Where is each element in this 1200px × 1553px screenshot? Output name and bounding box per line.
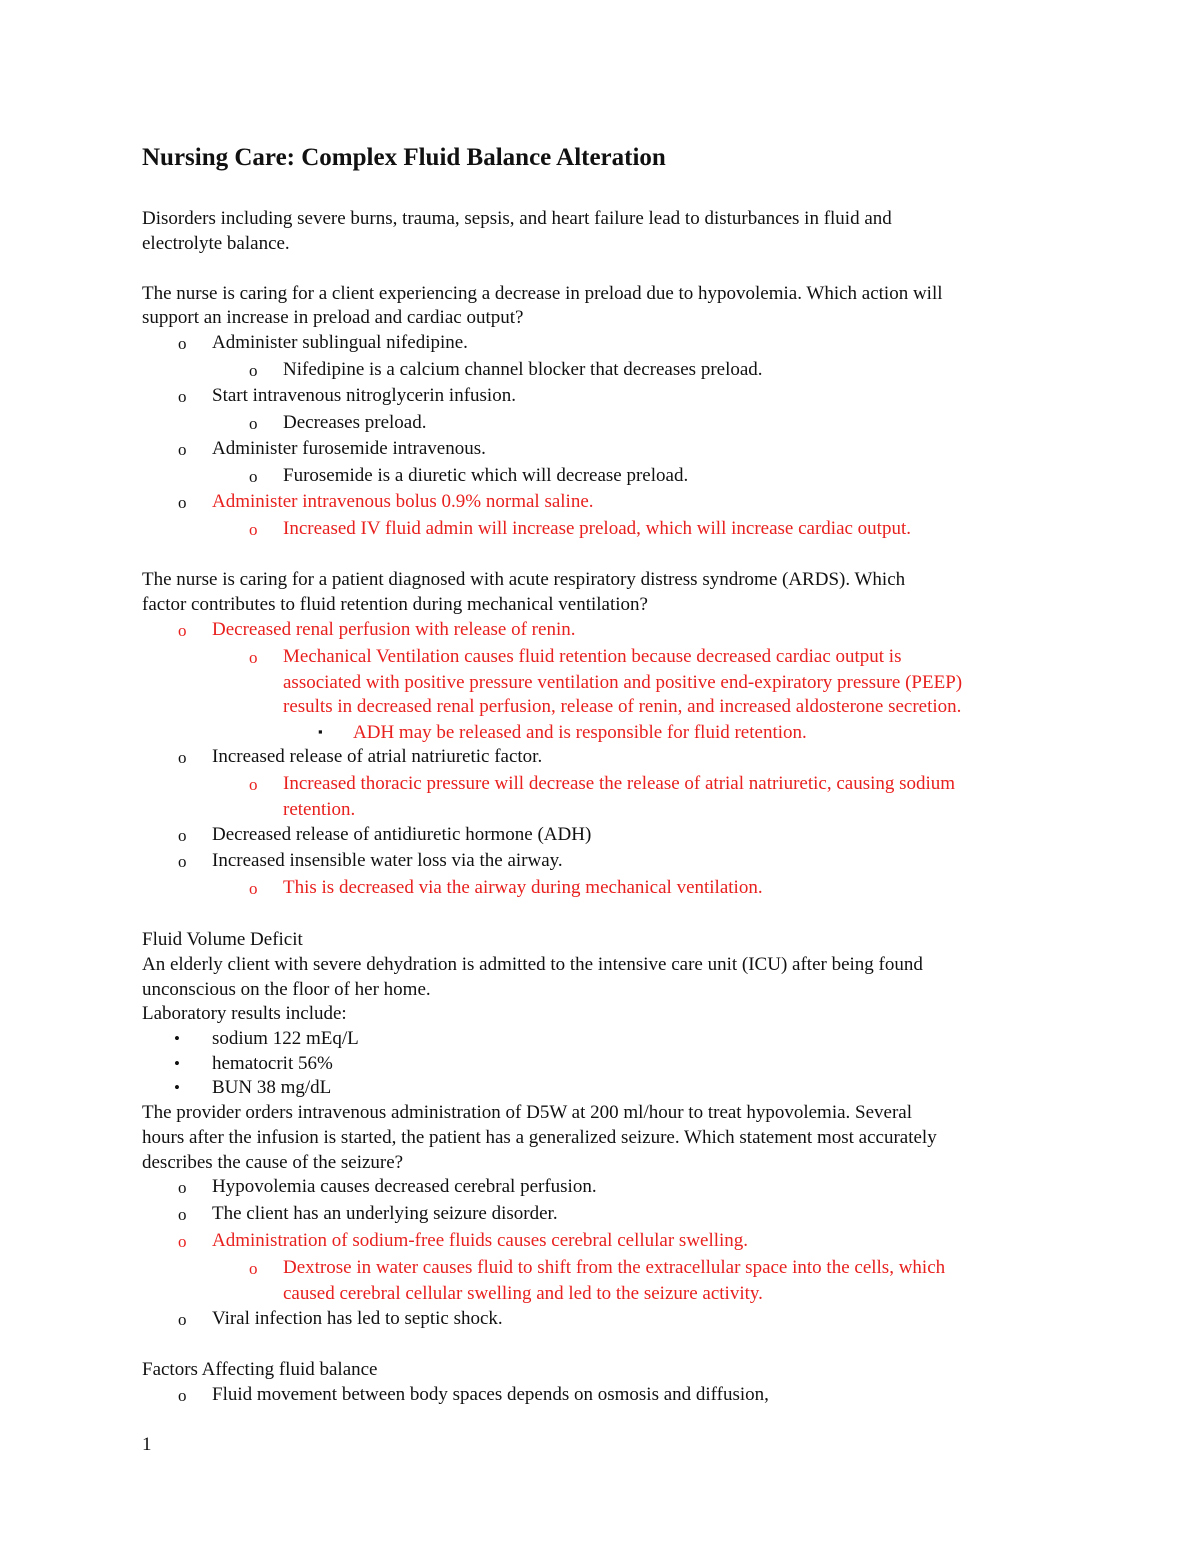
circle-bullet-icon: o xyxy=(249,1259,258,1278)
q1-stem-line-2: support an increase in preload and cardiac output? xyxy=(142,307,524,328)
q1-option-3-rationale: Furosemide is a diuretic which will decrease preload. xyxy=(283,465,689,486)
circle-bullet-icon: o xyxy=(178,493,187,512)
circle-bullet-icon: o xyxy=(249,361,258,380)
q2-option-2-rationale-line-1: Increased thoracic pressure will decrease the release of atrial natriuretic, causing sodium xyxy=(283,773,956,794)
q1-option-2-rationale: Decreases preload. xyxy=(283,412,427,433)
q2-option-1-rationale-line-1: Mechanical Ventilation causes fluid retention because decreased cardiac output is xyxy=(283,646,902,667)
q2-option-1-rationale-line-3: results in decreased renal perfusion, release of renin, and increased aldosterone secretion. xyxy=(283,696,962,717)
circle-bullet-icon: o xyxy=(178,1178,187,1197)
q1-option-4-rationale: Increased IV fluid admin will increase preload, which will increase cardiac output. xyxy=(283,518,911,539)
circle-bullet-icon: o xyxy=(178,1310,187,1329)
intro-line-1: Disorders including severe burns, trauma, sepsis, and heart failure lead to disturbances in fluid and xyxy=(142,208,892,229)
circle-bullet-icon: o xyxy=(178,1205,187,1224)
document-title: Nursing Care: Complex Fluid Balance Alteration xyxy=(142,144,666,171)
q2-option-2: Increased release of atrial natriuretic factor. xyxy=(212,746,543,767)
q3-stem-line-3: describes the cause of the seizure? xyxy=(142,1152,404,1173)
q3-option-3-correct: Administration of sodium-free fluids causes cerebral cellular swelling. xyxy=(212,1230,749,1251)
circle-bullet-icon: o xyxy=(178,334,187,353)
q1-stem-line-1: The nurse is caring for a client experiencing a decrease in preload due to hypovolemia. Which action will xyxy=(142,283,943,304)
q1-option-1: Administer sublingual nifedipine. xyxy=(212,332,468,353)
q3-case-line-1: An elderly client with severe dehydration is admitted to the intensive care unit (ICU) after being found xyxy=(142,954,923,975)
circle-bullet-icon: o xyxy=(249,879,258,898)
bullet-icon: • xyxy=(174,1029,180,1048)
q1-option-1-rationale: Nifedipine is a calcium channel blocker that decreases preload. xyxy=(283,359,763,380)
circle-bullet-icon: o xyxy=(178,440,187,459)
q1-option-3: Administer furosemide intravenous. xyxy=(212,438,486,459)
q3-stem-line-2: hours after the infusion is started, the patient has a generalized seizure. Which statement most accurately xyxy=(142,1127,937,1148)
bullet-icon: • xyxy=(174,1078,180,1097)
q3-lab-1: sodium 122 mEq/L xyxy=(212,1028,359,1049)
q3-option-3-rationale-line-1: Dextrose in water causes fluid to shift from the extracellular space into the cells, which xyxy=(283,1257,946,1278)
circle-bullet-icon: o xyxy=(249,648,258,667)
q2-option-1-correct: Decreased renal perfusion with release of renin. xyxy=(212,619,576,640)
circle-bullet-icon: o xyxy=(178,852,187,871)
circle-bullet-icon: o xyxy=(178,826,187,845)
q2-option-4: Increased insensible water loss via the airway. xyxy=(212,850,563,871)
q2-stem-line-1: The nurse is caring for a patient diagnosed with acute respiratory distress syndrome (ARDS). Which xyxy=(142,569,906,590)
square-bullet-icon: ▪ xyxy=(318,724,323,739)
q3-option-4: Viral infection has led to septic shock. xyxy=(212,1308,503,1329)
q3-option-2: The client has an underlying seizure disorder. xyxy=(212,1203,558,1224)
circle-bullet-icon: o xyxy=(178,748,187,767)
bullet-icon: • xyxy=(174,1054,180,1073)
circle-bullet-icon: o xyxy=(249,414,258,433)
q2-option-1-rationale-line-2: associated with positive pressure ventilation and positive end-expiratory pressure (PEEP) xyxy=(283,672,963,693)
q2-option-1-subnote: ADH may be released and is responsible for fluid retention. xyxy=(353,722,807,743)
circle-bullet-icon: o xyxy=(249,467,258,486)
q3-stem-line-1: The provider orders intravenous administration of D5W at 200 ml/hour to treat hypovolemia. Several xyxy=(142,1102,913,1123)
q3-option-1: Hypovolemia causes decreased cerebral perfusion. xyxy=(212,1176,597,1197)
q1-option-2: Start intravenous nitroglycerin infusion. xyxy=(212,385,516,406)
q2-option-4-rationale: This is decreased via the airway during mechanical ventilation. xyxy=(283,877,763,898)
section4-item-1: Fluid movement between body spaces depends on osmosis and diffusion, xyxy=(212,1384,769,1405)
intro-line-2: electrolyte balance. xyxy=(142,233,290,254)
circle-bullet-icon: o xyxy=(178,1232,187,1251)
q3-heading: Fluid Volume Deficit xyxy=(142,929,303,950)
q1-option-4-correct: Administer intravenous bolus 0.9% normal saline. xyxy=(212,491,594,512)
section4-heading: Factors Affecting fluid balance xyxy=(142,1359,378,1380)
q3-labs-label: Laboratory results include: xyxy=(142,1003,347,1024)
q3-case-line-2: unconscious on the floor of her home. xyxy=(142,979,431,1000)
page-number: 1 xyxy=(142,1434,152,1455)
circle-bullet-icon: o xyxy=(178,1386,187,1405)
q3-lab-3: BUN 38 mg/dL xyxy=(212,1077,332,1098)
circle-bullet-icon: o xyxy=(249,775,258,794)
q2-option-2-rationale-line-2: retention. xyxy=(283,799,356,820)
circle-bullet-icon: o xyxy=(178,387,187,406)
q3-option-3-rationale-line-2: caused cerebral cellular swelling and led to the seizure activity. xyxy=(283,1283,763,1304)
q2-stem-line-2: factor contributes to fluid retention during mechanical ventilation? xyxy=(142,594,648,615)
q3-lab-2: hematocrit 56% xyxy=(212,1053,333,1074)
circle-bullet-icon: o xyxy=(249,520,258,539)
q2-option-3: Decreased release of antidiuretic hormone (ADH) xyxy=(212,824,592,845)
circle-bullet-icon: o xyxy=(178,621,187,640)
